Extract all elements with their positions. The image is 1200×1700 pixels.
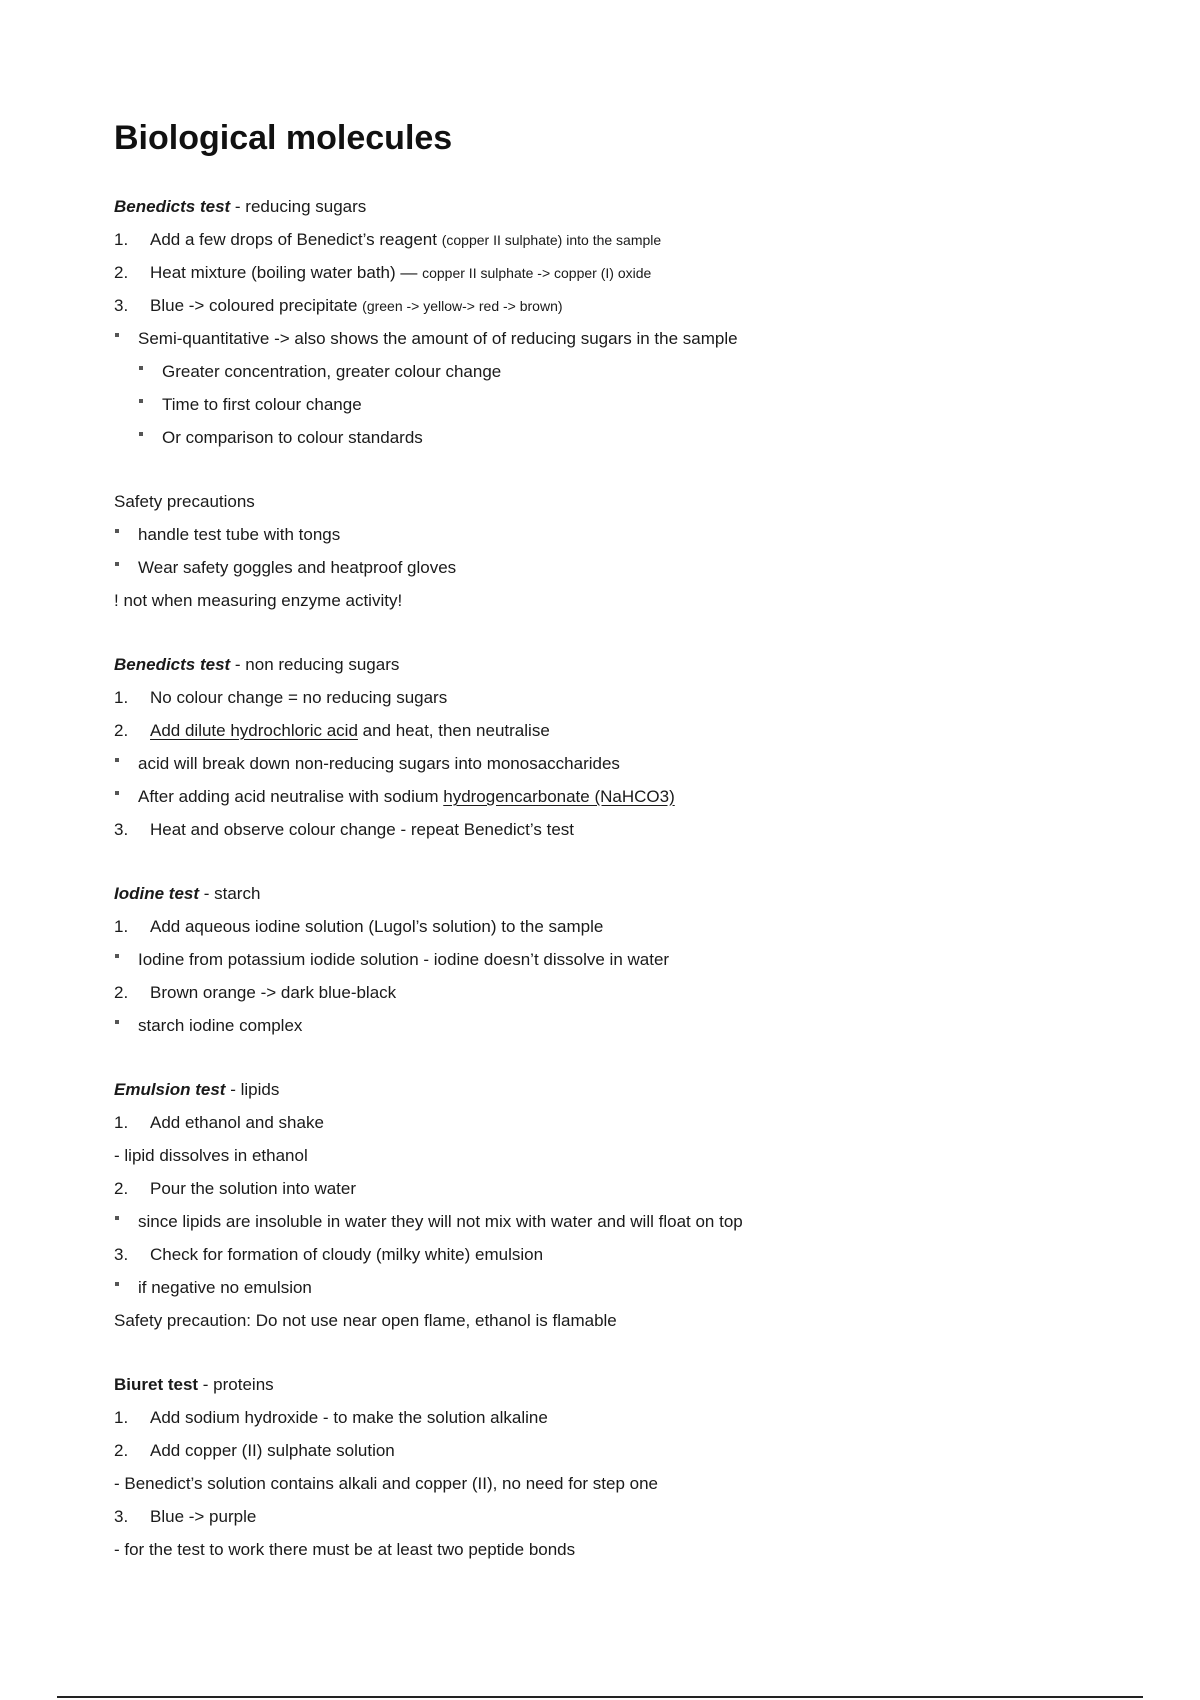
list-item: 1. Add aqueous iodine solution (Lugol’s solution) to the sample — [114, 917, 604, 936]
bullet-item: After adding acid neutralise with sodium hydrogencarbonate (NaHCO3) — [114, 780, 1074, 813]
document-page — [114, 118, 1074, 1566]
list-item: 2. Add copper (II) sulphate solution — [114, 1441, 395, 1460]
bullet-icon — [138, 421, 162, 454]
list-item: 3. Heat and observe colour change - repeat Benedict’s test — [114, 820, 575, 839]
bullet-item: Greater concentration, greater colour change — [114, 355, 1074, 388]
bottom-divider — [57, 1696, 1143, 1698]
bullet-icon — [114, 747, 138, 780]
bullet-item: acid will break down non-reducing sugars into monosaccharides — [114, 747, 1074, 780]
list-item: 2. Brown orange -> dark blue-black — [114, 983, 397, 1002]
bullet-icon — [138, 388, 162, 421]
bullet-icon — [138, 355, 162, 388]
bullet-icon — [114, 551, 138, 584]
note: Safety precaution: Do not use near open flame, ethanol is flamable — [114, 1311, 617, 1330]
list-item: 1. No colour change = no reducing sugars — [114, 688, 448, 707]
page-title: Biological molecules — [114, 119, 453, 157]
bullet-item: Time to first colour change — [114, 388, 1074, 421]
section-heading-benedicts-reducing: Benedicts test - reducing sugars — [114, 197, 367, 216]
bullet-icon — [114, 322, 138, 355]
bullet-item: Iodine from potassium iodide solution - iodine doesn’t dissolve in water — [114, 943, 1074, 976]
bullet-item: Semi-quantitative -> also shows the amount of of reducing sugars in the sample — [114, 322, 1074, 355]
section-heading-benedicts-non-reducing: Benedicts test - non reducing sugars — [114, 655, 400, 674]
bullet-icon — [114, 1205, 138, 1238]
note: - Benedict’s solution contains alkali and copper (II), no need for step one — [114, 1474, 659, 1493]
list-item: 2. Add dilute hydrochloric acid and heat, then neutralise — [114, 721, 550, 740]
section-heading-iodine: Iodine test - starch — [114, 884, 261, 903]
section-heading-biuret: Biuret test - proteins — [114, 1375, 274, 1394]
bullet-icon — [114, 518, 138, 551]
bullet-item: starch iodine complex — [114, 1009, 1074, 1042]
bullet-item: if negative no emulsion — [114, 1271, 1074, 1304]
list-item: 1. Add a few drops of Benedict’s reagent (copper II sulphate) into the sample — [114, 230, 662, 249]
bullet-item: Wear safety goggles and heatproof gloves — [114, 551, 1074, 584]
section-heading-emulsion: Emulsion test - lipids — [114, 1080, 280, 1099]
list-item: 1. Add ethanol and shake — [114, 1113, 324, 1132]
bullet-item: since lipids are insoluble in water they will not mix with water and will float on top — [114, 1205, 1074, 1238]
bullet-item: handle test tube with tongs — [114, 518, 1074, 551]
bullet-icon — [114, 780, 138, 813]
list-item: 3. Check for formation of cloudy (milky white) emulsion — [114, 1245, 544, 1264]
note: - lipid dissolves in ethanol — [114, 1146, 308, 1165]
list-item: 2. Pour the solution into water — [114, 1179, 357, 1198]
bullet-icon — [114, 1009, 138, 1042]
bullet-item: Or comparison to colour standards — [114, 421, 1074, 454]
section-heading-safety: Safety precautions — [114, 492, 255, 511]
bullet-icon — [114, 1271, 138, 1304]
list-item: 1. Add sodium hydroxide - to make the solution alkaline — [114, 1408, 548, 1427]
bullet-icon — [114, 943, 138, 976]
note: - for the test to work there must be at least two peptide bonds — [114, 1540, 576, 1559]
list-item: 2. Heat mixture (boiling water bath) — copper II sulphate -> copper (I) oxide — [114, 263, 652, 282]
list-item: 3. Blue -> coloured precipitate (green -> yellow-> red -> brown) — [114, 296, 563, 315]
list-item: 3. Blue -> purple — [114, 1507, 257, 1526]
note: ! not when measuring enzyme activity! — [114, 591, 403, 610]
